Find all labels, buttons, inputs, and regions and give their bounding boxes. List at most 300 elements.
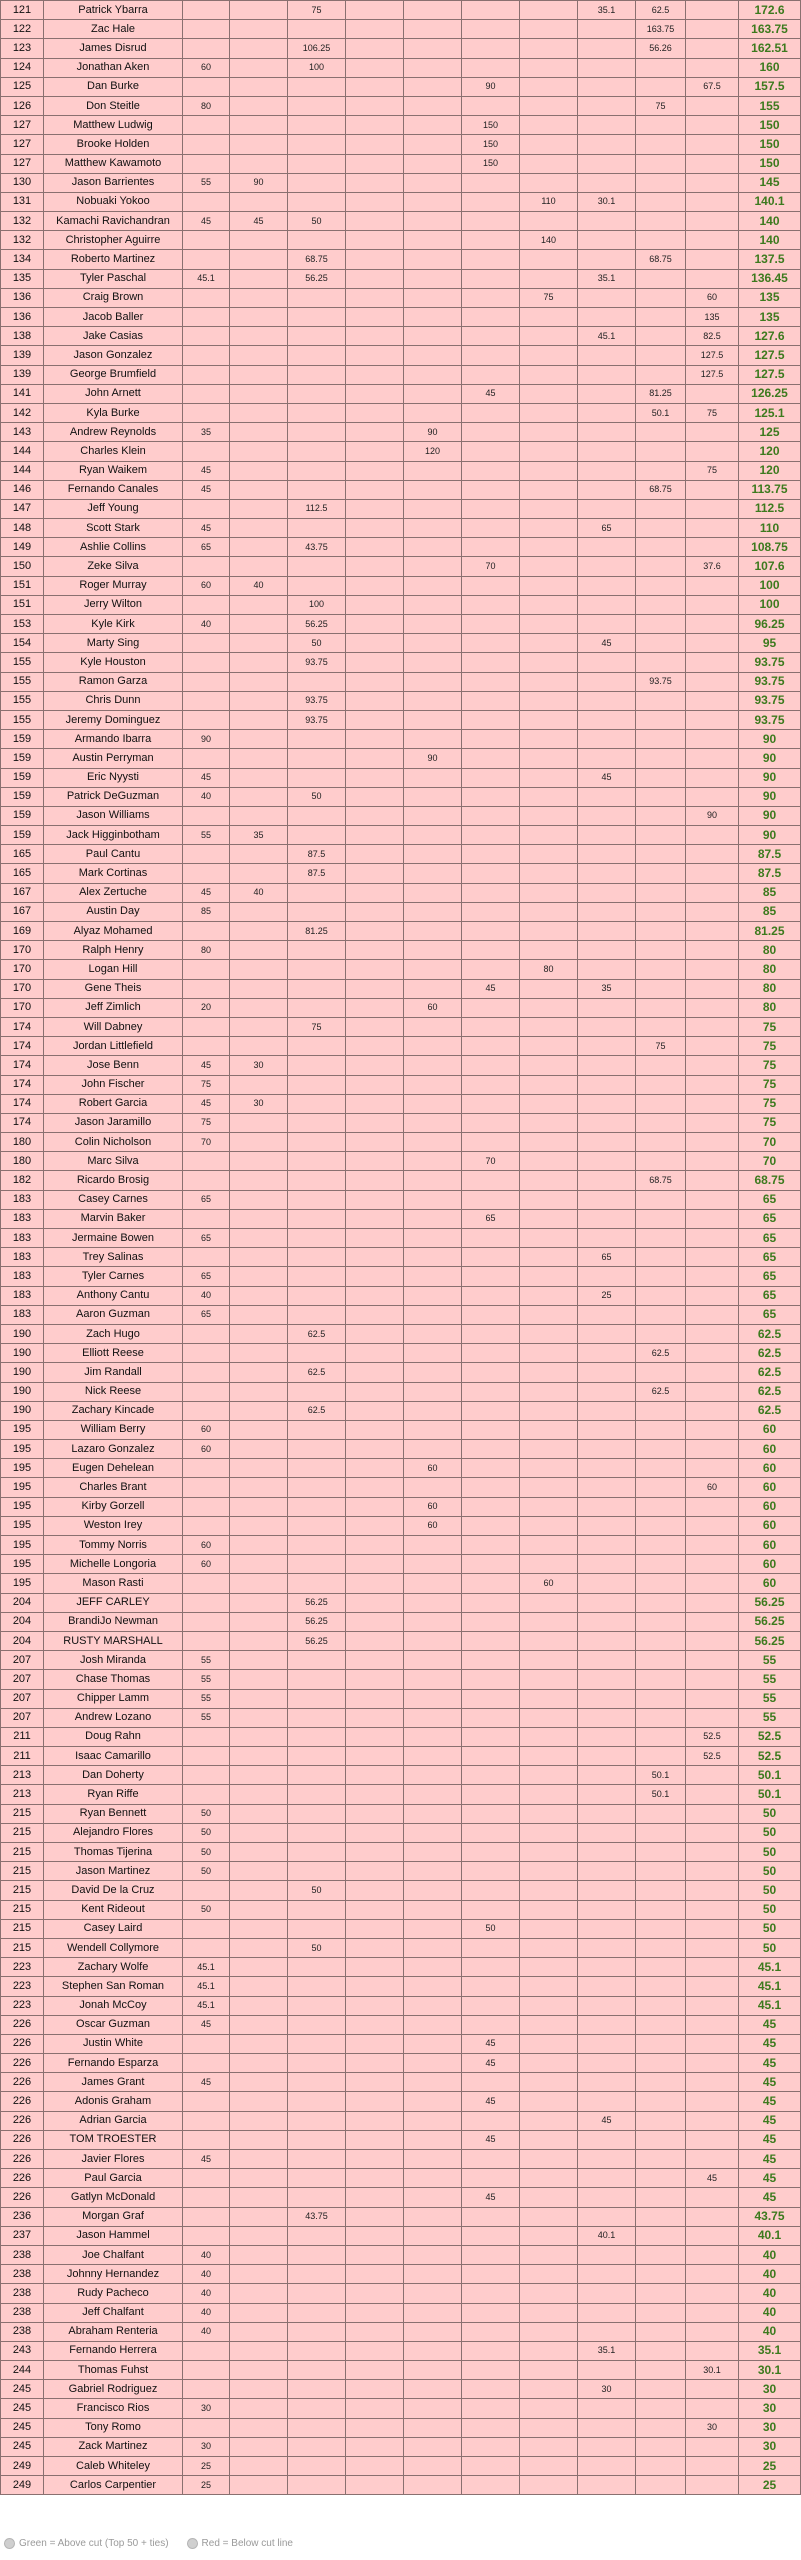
event-9-points [636,192,686,211]
table-row [1,1900,801,1919]
event-9-points [636,2303,686,2322]
event-9-points [636,423,686,442]
event-1-points: 45 [183,768,230,787]
event-9-points [636,730,686,749]
event-8-points [578,1574,636,1593]
table-row [1,1152,801,1171]
event-2-points [230,1747,288,1766]
event-7-points [520,2418,578,2437]
event-4-points [346,1420,404,1439]
event-10-points [686,1670,739,1689]
event-1-points [183,231,230,250]
event-5-points [404,672,462,691]
event-1-points: 60 [183,1440,230,1459]
event-3-points: 100 [288,595,346,614]
event-1-points: 50 [183,1823,230,1842]
event-6-points [462,288,520,307]
event-10-points [686,154,739,173]
event-10-points [686,2015,739,2034]
table-row [1,1113,801,1132]
table-row [1,538,801,557]
event-6-points [462,1804,520,1823]
total-points-cell: 45 [739,2111,801,2130]
event-7-points [520,39,578,58]
event-6-points [462,1229,520,1248]
rank-cell: 132 [1,212,44,231]
event-1-points [183,2361,230,2380]
event-6-points: 70 [462,1152,520,1171]
rank-cell: 226 [1,2015,44,2034]
event-3-points: 43.75 [288,538,346,557]
event-5-points: 60 [404,1459,462,1478]
event-3-points: 50 [288,1881,346,1900]
event-4-points [346,538,404,557]
event-8-points [578,2169,636,2188]
event-2-points [230,1708,288,1727]
rank-cell: 207 [1,1651,44,1670]
event-4-points [346,1190,404,1209]
event-2-points [230,269,288,288]
event-6-points [462,960,520,979]
event-5-points [404,2188,462,2207]
event-6-points [462,2265,520,2284]
event-2-points [230,20,288,39]
table-row [1,1209,801,1228]
player-name-cell: Gene Theis [44,979,183,998]
event-6-points: 150 [462,116,520,135]
event-1-points: 45.1 [183,1977,230,1996]
total-points-cell: 40 [739,2245,801,2264]
player-name-cell: William Berry [44,1420,183,1439]
player-name-cell: John Arnett [44,384,183,403]
player-name-cell: Jason Barrientes [44,173,183,192]
event-10-points [686,1497,739,1516]
player-name-cell: Fernando Herrera [44,2341,183,2360]
event-3-points [288,1133,346,1152]
event-2-points [230,2284,288,2303]
event-5-points [404,1209,462,1228]
event-9-points [636,960,686,979]
event-8-points [578,1305,636,1324]
player-name-cell: Ryan Bennett [44,1804,183,1823]
event-4-points [346,634,404,653]
event-8-points [578,1785,636,1804]
rank-cell: 183 [1,1209,44,1228]
event-7-points [520,2188,578,2207]
event-3-points: 68.75 [288,250,346,269]
event-10-points [686,2437,739,2456]
event-7-points [520,1497,578,1516]
event-5-points [404,2265,462,2284]
event-10-points [686,1823,739,1842]
event-4-points [346,768,404,787]
event-6-points [462,1267,520,1286]
event-4-points [346,1267,404,1286]
event-8-points [578,1420,636,1439]
table-row [1,212,801,231]
player-name-cell: Trey Salinas [44,1248,183,1267]
event-7-points [520,979,578,998]
total-points-cell: 75 [739,1037,801,1056]
event-9-points [636,2015,686,2034]
event-1-points: 35 [183,423,230,442]
table-row [1,499,801,518]
event-9-points [636,1651,686,1670]
event-9-points [636,327,686,346]
event-10-points [686,1612,739,1631]
event-1-points: 45.1 [183,1996,230,2015]
event-3-points [288,941,346,960]
event-1-points [183,384,230,403]
player-name-cell: Carlos Carpentier [44,2476,183,2495]
event-7-points [520,1401,578,1420]
event-9-points [636,365,686,384]
event-10-points [686,1305,739,1324]
event-5-points [404,2284,462,2303]
event-10-points [686,1344,739,1363]
event-2-points [230,1670,288,1689]
event-10-points [686,1459,739,1478]
event-2-points [230,1133,288,1152]
event-4-points [346,288,404,307]
total-points-cell: 93.75 [739,691,801,710]
event-7-points [520,1977,578,1996]
event-2-points [230,2111,288,2130]
rank-cell: 195 [1,1536,44,1555]
event-4-points [346,1017,404,1036]
event-8-points [578,2418,636,2437]
event-7-points [520,1037,578,1056]
event-10-points [686,58,739,77]
table-row [1,1574,801,1593]
event-6-points [462,1324,520,1343]
event-3-points: 75 [288,1017,346,1036]
event-2-points [230,1612,288,1631]
event-4-points [346,1804,404,1823]
event-9-points [636,1977,686,1996]
event-4-points [346,672,404,691]
total-points-cell: 45 [739,2015,801,2034]
event-8-points [578,2457,636,2476]
player-name-cell: Mark Cortinas [44,864,183,883]
event-8-points [578,998,636,1017]
rank-cell: 134 [1,250,44,269]
table-row [1,1881,801,1900]
event-10-points [686,1363,739,1382]
event-7-points [520,2380,578,2399]
event-7-points [520,1478,578,1497]
table-row [1,423,801,442]
event-5-points: 120 [404,442,462,461]
event-5-points [404,864,462,883]
event-8-points [578,883,636,902]
event-7-points [520,710,578,729]
event-5-points: 90 [404,749,462,768]
event-3-points [288,1823,346,1842]
event-10-points [686,1708,739,1727]
total-points-cell: 113.75 [739,480,801,499]
event-9-points [636,1440,686,1459]
table-row [1,1631,801,1650]
total-points-cell: 45.1 [739,1977,801,1996]
event-3-points [288,2284,346,2303]
event-6-points: 50 [462,1919,520,1938]
event-3-points [288,2245,346,2264]
event-1-points [183,2034,230,2053]
event-6-points [462,902,520,921]
event-7-points [520,1631,578,1650]
event-9-points [636,595,686,614]
event-10-points [686,1324,739,1343]
event-1-points [183,1727,230,1746]
event-2-points [230,1785,288,1804]
event-4-points [346,1766,404,1785]
event-8-points [578,2034,636,2053]
event-8-points [578,941,636,960]
event-9-points [636,1305,686,1324]
rank-cell: 190 [1,1363,44,1382]
event-2-points [230,653,288,672]
event-10-points [686,864,739,883]
event-8-points: 45 [578,634,636,653]
event-6-points [462,327,520,346]
event-1-points: 65 [183,538,230,557]
event-3-points [288,1708,346,1727]
event-8-points [578,1919,636,1938]
table-row [1,2169,801,2188]
event-4-points [346,960,404,979]
event-3-points: 50 [288,212,346,231]
rank-cell: 213 [1,1766,44,1785]
event-10-points [686,960,739,979]
event-1-points: 80 [183,96,230,115]
event-10-points [686,1919,739,1938]
rank-cell: 159 [1,806,44,825]
event-5-points [404,653,462,672]
rank-cell: 238 [1,2284,44,2303]
event-4-points [346,1440,404,1459]
total-points-cell: 62.5 [739,1382,801,1401]
event-10-points [686,1248,739,1267]
event-8-points [578,1670,636,1689]
rank-cell: 126 [1,96,44,115]
event-9-points [636,461,686,480]
event-2-points [230,1229,288,1248]
event-5-points [404,595,462,614]
event-10-points [686,1286,739,1305]
total-points-cell: 60 [739,1555,801,1574]
table-row [1,1401,801,1420]
player-name-cell: Casey Carnes [44,1190,183,1209]
event-6-points [462,710,520,729]
total-points-cell: 150 [739,154,801,173]
event-10-points [686,2207,739,2226]
event-3-points [288,1996,346,2015]
event-9-points [636,1152,686,1171]
event-6-points [462,1536,520,1555]
table-row [1,403,801,422]
event-9-points [636,1286,686,1305]
event-6-points: 45 [462,2092,520,2111]
event-6-points [462,1401,520,1420]
event-6-points [462,1651,520,1670]
event-7-points [520,576,578,595]
event-4-points [346,1612,404,1631]
player-name-cell: Tyler Carnes [44,1267,183,1286]
table-row [1,1804,801,1823]
rank-cell: 124 [1,58,44,77]
event-4-points [346,691,404,710]
event-9-points [636,1574,686,1593]
event-2-points [230,1363,288,1382]
event-4-points [346,1727,404,1746]
event-7-points [520,2034,578,2053]
rank-cell: 141 [1,384,44,403]
rank-cell: 226 [1,2130,44,2149]
event-8-points [578,1401,636,1420]
event-1-points [183,1747,230,1766]
event-3-points: 50 [288,634,346,653]
event-10-points [686,1056,739,1075]
event-6-points [462,2111,520,2130]
event-1-points [183,2207,230,2226]
event-6-points [462,883,520,902]
event-9-points [636,2476,686,2495]
total-points-cell: 80 [739,979,801,998]
table-row [1,327,801,346]
event-5-points [404,96,462,115]
rank-cell: 183 [1,1305,44,1324]
event-2-points [230,192,288,211]
event-8-points [578,1037,636,1056]
event-4-points [346,1631,404,1650]
event-6-points [462,1593,520,1612]
event-9-points: 81.25 [636,384,686,403]
total-points-cell: 50.1 [739,1766,801,1785]
player-name-cell: TOM TROESTER [44,2130,183,2149]
table-row [1,1958,801,1977]
total-points-cell: 157.5 [739,77,801,96]
player-name-cell: Paul Garcia [44,2169,183,2188]
event-9-points [636,1593,686,1612]
event-10-points [686,39,739,58]
rank-cell: 245 [1,2418,44,2437]
total-points-cell: 62.5 [739,1324,801,1343]
player-name-cell: Armando Ibarra [44,730,183,749]
event-2-points [230,2034,288,2053]
event-1-points: 45.1 [183,1958,230,1977]
event-4-points [346,2150,404,2169]
event-8-points [578,1708,636,1727]
player-name-cell: Ricardo Brosig [44,1171,183,1190]
event-5-points [404,2457,462,2476]
table-row [1,2265,801,2284]
event-6-points [462,1785,520,1804]
event-2-points [230,1516,288,1535]
event-2-points [230,672,288,691]
event-10-points [686,845,739,864]
table-row [1,154,801,173]
rank-cell: 151 [1,595,44,614]
event-6-points [462,1631,520,1650]
rank-cell: 190 [1,1324,44,1343]
player-name-cell: Rudy Pacheco [44,2284,183,2303]
event-9-points [636,116,686,135]
event-4-points [346,653,404,672]
table-row [1,2245,801,2264]
event-9-points [636,1843,686,1862]
event-7-points [520,749,578,768]
event-10-points [686,672,739,691]
event-7-points [520,1766,578,1785]
event-3-points [288,2303,346,2322]
event-6-points [462,1612,520,1631]
event-3-points [288,2341,346,2360]
total-points-cell: 52.5 [739,1747,801,1766]
event-3-points [288,826,346,845]
event-5-points [404,154,462,173]
event-2-points [230,1536,288,1555]
total-points-cell: 50 [739,1843,801,1862]
event-7-points [520,1113,578,1132]
event-1-points: 50 [183,1843,230,1862]
event-5-points [404,1094,462,1113]
player-name-cell: Andrew Reynolds [44,423,183,442]
event-2-points [230,1113,288,1132]
event-1-points [183,1593,230,1612]
event-7-points [520,864,578,883]
event-10-points: 82.5 [686,327,739,346]
table-row [1,1670,801,1689]
event-1-points: 60 [183,1420,230,1439]
table-row [1,960,801,979]
event-3-points [288,2437,346,2456]
event-6-points [462,691,520,710]
event-8-points [578,154,636,173]
event-3-points [288,365,346,384]
event-2-points [230,710,288,729]
event-4-points [346,1574,404,1593]
event-7-points [520,2207,578,2226]
event-7-points: 80 [520,960,578,979]
event-6-points [462,576,520,595]
event-4-points [346,2399,404,2418]
table-row [1,1977,801,1996]
event-6-points [462,2380,520,2399]
event-2-points [230,1497,288,1516]
event-8-points [578,2015,636,2034]
event-3-points [288,2399,346,2418]
event-3-points: 56.25 [288,1593,346,1612]
total-points-cell: 90 [739,730,801,749]
event-8-points [578,1555,636,1574]
standings-body [1,1,801,2495]
event-2-points [230,2476,288,2495]
event-1-points [183,1401,230,1420]
event-9-points [636,2341,686,2360]
event-9-points [636,691,686,710]
event-10-points: 30 [686,2418,739,2437]
table-row [1,1555,801,1574]
rank-cell: 195 [1,1497,44,1516]
event-10-points [686,2322,739,2341]
rank-cell: 215 [1,1862,44,1881]
event-5-points [404,1440,462,1459]
event-6-points [462,1977,520,1996]
table-row [1,1037,801,1056]
event-1-points [183,2380,230,2399]
player-name-cell: RUSTY MARSHALL [44,1631,183,1650]
